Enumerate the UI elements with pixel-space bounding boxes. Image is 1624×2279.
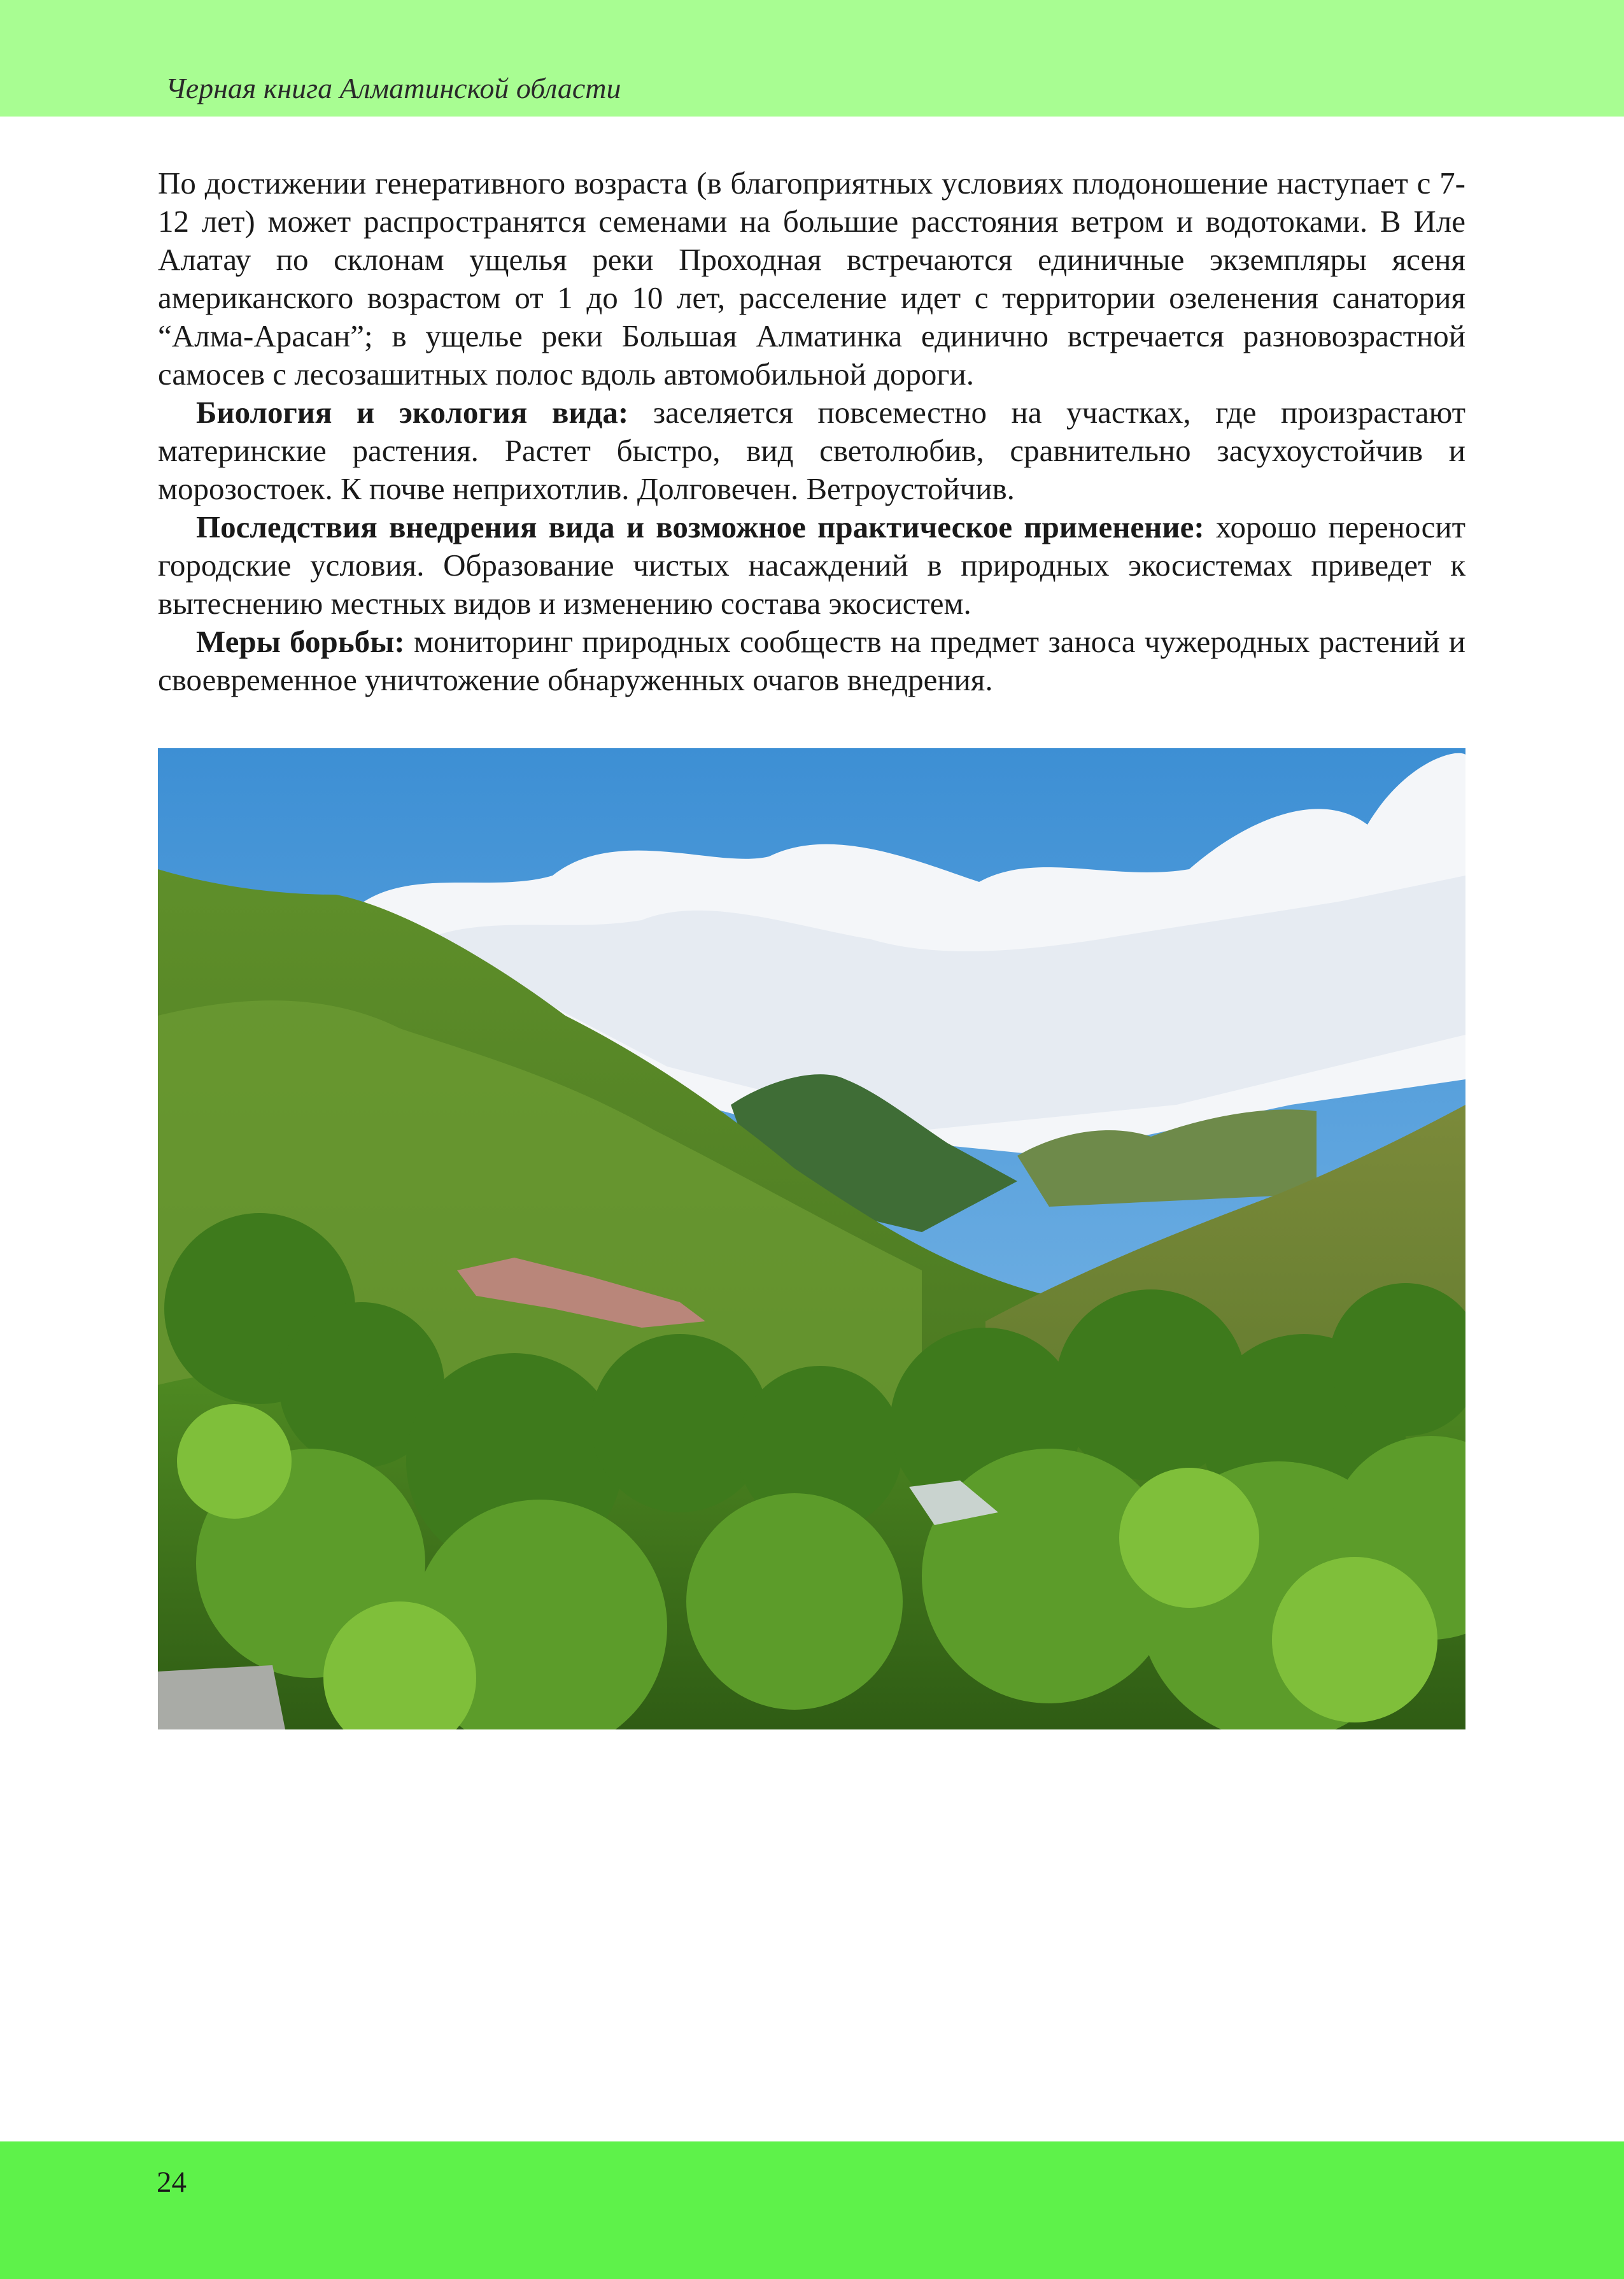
paragraph-biology	[158, 394, 1465, 508]
mountain-valley-photo	[158, 748, 1465, 1729]
paragraph-distribution	[158, 164, 1465, 394]
paragraph-text: заселяется повсеместно на участках, где произрастают материнские растения. Растет быстро, вид светолюбив, сравнительно засухоустойчив и морозостоек. К почве неприхотлив. Долговечен. Ветроустойчив.	[158, 395, 1465, 506]
paragraph-lead: Последствия внедрения вида и возможное практическое применение:	[196, 509, 1204, 544]
paragraph-text: По достижении генеративного возраста (в благоприятных условиях плодоношение наступает с 7-12 лет) может распространятся семенами на большие расстояния ветром и водотоками. В Иле Алатау по склонам ущелья реки Проходная встречаются единичные экземпляры ясеня американского возрастом от 1 до 10 лет, расселение идет с территории озеленения санатория “Алма-Арасан”; в ущелье реки Большая Алматинка единично встречается разновозрастной самосев с лесозашитных полос вдоль автомобильной дороги.	[158, 166, 1465, 392]
page-number: 24	[157, 2166, 187, 2199]
paragraph-consequences	[158, 508, 1465, 623]
paragraph-control-measures	[158, 623, 1465, 699]
paragraph-lead: Биология и экология вида:	[196, 395, 629, 430]
footer-band	[0, 2141, 1624, 2279]
article-body	[158, 164, 1465, 699]
running-title: Черная книга Алматинской области	[166, 72, 621, 104]
paragraph-text: хорошо переносит городские условия. Образование чистых насаждений в природных экосистемах приведет к вытеснению местных видов и изменению состава экосистем.	[158, 509, 1465, 621]
paragraph-text: мониторинг природных сообществ на предмет заноса чужеродных растений и своевременное уничтожение обнаруженных очагов внедрения.	[158, 624, 1465, 697]
paragraph-lead: Меры борьбы:	[196, 624, 405, 659]
